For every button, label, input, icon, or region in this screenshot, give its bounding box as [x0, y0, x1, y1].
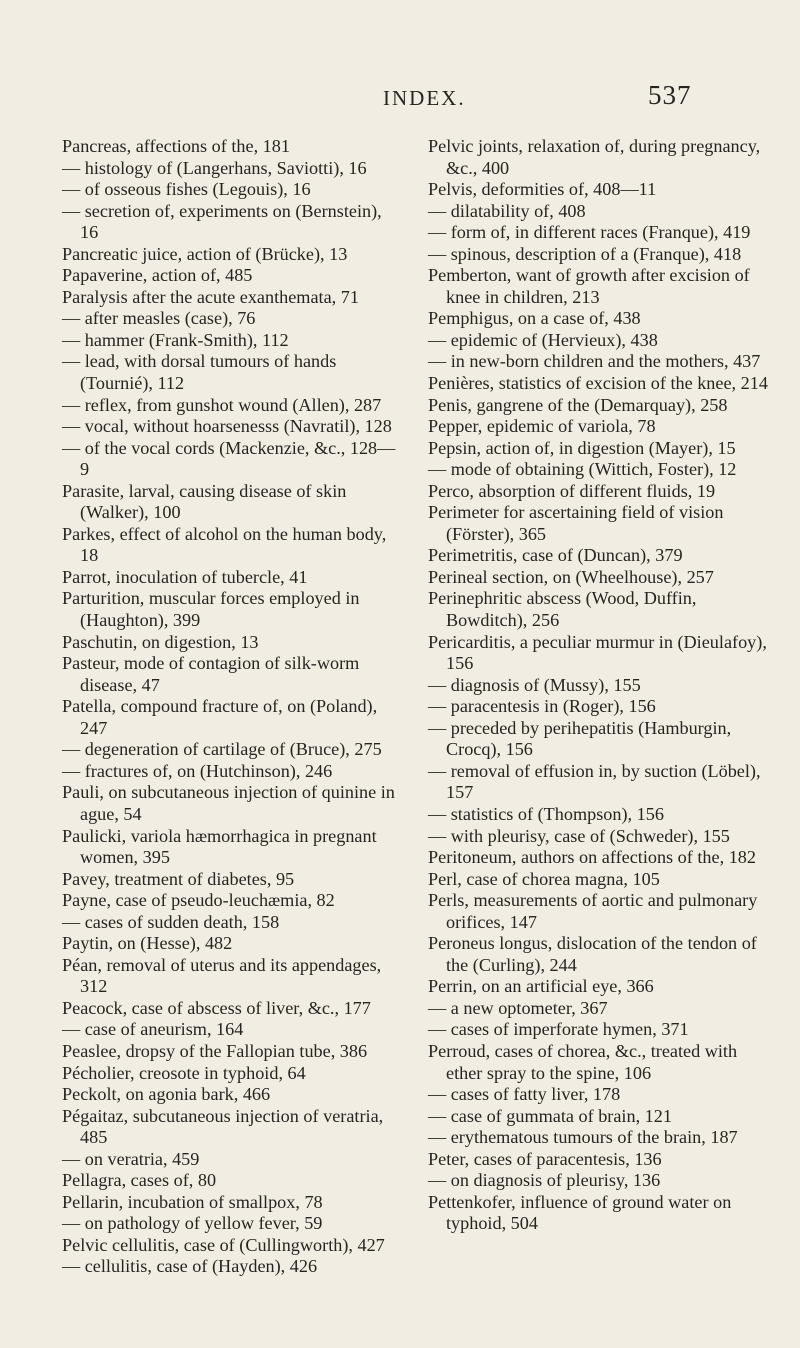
index-entry: Perimeter for ascertaining field of vision (Förster), 365 — [428, 502, 724, 544]
index-entry: Pericarditis, a peculiar murmur in (Dieulafoy), 156 — [428, 631, 767, 674]
index-entry: — removal of effusion in, by suction (Löbel), 157 — [428, 760, 761, 803]
index-entry: — lead, with dorsal tumours of hands (Tournié), 112 — [62, 351, 337, 394]
index-entry: — cases of fatty liver, 178 — [428, 1084, 621, 1105]
index-entry: Peckolt, on agonia bark, 466 — [62, 1084, 271, 1105]
index-entry: — a new optometer, 367 — [428, 997, 608, 1018]
index-entry: — case of gummata of brain, 121 — [428, 1105, 672, 1126]
index-entry: — epidemic of (Hervieux), 438 — [428, 329, 658, 350]
index-entry: Pelvic joints, relaxation of, during pregnancy, &c., 400 — [428, 136, 761, 178]
index-entry: — hammer (Frank-Smith), 112 — [62, 329, 289, 350]
index-entry: Pettenkofer, influence of ground water on typhoid, 504 — [428, 1191, 732, 1234]
index-entry: — form of, in different races (Franque), 419 — [428, 222, 751, 243]
index-entry: Perco, absorption of different fluids, 19 — [428, 480, 716, 501]
index-entry: — cellulitis, case of (Hayden), 426 — [62, 1256, 318, 1277]
index-entry: Parkes, effect of alcohol on the human body, 18 — [62, 523, 387, 566]
running-title: INDEX. — [383, 86, 466, 110]
index-entry: Parasite, larval, causing disease of skin (Walker), 100 — [62, 480, 347, 523]
index-entry: Pécholier, creosote in typhoid, 64 — [62, 1062, 306, 1083]
page-header — [0, 78, 800, 118]
index-entry: Pemphigus, on a case of, 438 — [428, 308, 641, 329]
index-entry: — fractures of, on (Hutchinson), 246 — [62, 760, 333, 781]
index-entry: Parturition, muscular forces employed in (Haughton), 399 — [62, 588, 360, 631]
index-entry: Pemberton, want of growth after excision of knee in children, 213 — [428, 265, 750, 307]
index-entry: Paytin, on (Hesse), 482 — [62, 933, 233, 954]
index-entry: Paulicki, variola hæmorrhagica in pregnant women, 395 — [62, 825, 377, 868]
index-entry: — case of aneurism, 164 — [62, 1019, 244, 1040]
index-entry: — after measles (case), 76 — [62, 308, 256, 329]
index-entry: Pellagra, cases of, 80 — [62, 1170, 217, 1191]
index-entry: Perineal section, on (Wheelhouse), 257 — [428, 566, 714, 587]
index-entry: — erythematous tumours of the brain, 187 — [428, 1127, 738, 1148]
index-entry: Parrot, inoculation of tubercle, 41 — [62, 566, 308, 587]
index-entry: — histology of (Langerhans, Saviotti), 16 — [62, 157, 367, 178]
index-entry: Perroud, cases of chorea, &c., treated with ether spray to the spine, 106 — [428, 1040, 738, 1083]
index-entry: Perimetritis, case of (Duncan), 379 — [428, 545, 683, 566]
index-column-right — [428, 136, 768, 1235]
index-entry: — paracentesis in (Roger), 156 — [428, 696, 656, 717]
index-entry: — degeneration of cartilage of (Bruce), 275 — [62, 739, 382, 760]
index-entry: Pauli, on subcutaneous injection of quinine in ague, 54 — [62, 782, 395, 824]
index-entry: — statistics of (Thompson), 156 — [428, 803, 664, 824]
index-entry: Peacock, case of abscess of liver, &c., 177 — [62, 997, 371, 1018]
index-entry: Pancreas, affections of the, 181 — [62, 136, 290, 156]
index-entry: Pasteur, mode of contagion of silk-worm disease, 47 — [62, 653, 360, 695]
page-number: 537 — [648, 80, 692, 110]
index-entry: Perrin, on an artificial eye, 366 — [428, 976, 654, 997]
index-entry: — in new-born children and the mothers, 437 — [428, 351, 761, 372]
index-entry: Perls, measurements of aortic and pulmonary orifices, 147 — [428, 890, 758, 932]
index-entry: Peritoneum, authors on affections of the, 182 — [428, 847, 756, 868]
index-entry: — vocal, without hoarsenesss (Navratil), 128 — [62, 416, 392, 437]
index-entry: Pancreatic juice, action of (Brücke), 13 — [62, 243, 348, 264]
index-entry: — dilatability of, 408 — [428, 200, 586, 221]
index-entry: — of the vocal cords (Mackenzie, &c., 128—9 — [62, 437, 396, 480]
index-entry: — cases of sudden death, 158 — [62, 911, 280, 932]
index-entry: — on diagnosis of pleurisy, 136 — [428, 1170, 661, 1191]
index-entry: — preceded by perihepatitis (Hamburgin, Crocq), 156 — [428, 717, 732, 760]
index-entry: Paschutin, on digestion, 13 — [62, 631, 259, 652]
index-entry: — with pleurisy, case of (Schweder), 155 — [428, 825, 730, 846]
index-entry: Payne, case of pseudo-leuchæmia, 82 — [62, 890, 335, 911]
index-entry: Peaslee, dropsy of the Fallopian tube, 386 — [62, 1040, 368, 1061]
index-entry: — of osseous fishes (Legouis), 16 — [62, 179, 311, 200]
index-entry: Paralysis after the acute exanthemata, 71 — [62, 286, 359, 307]
index-entry: — on pathology of yellow fever, 59 — [62, 1213, 323, 1234]
index-entry: Patella, compound fracture of, on (Poland), 247 — [62, 696, 378, 738]
index-entry: — on veratria, 459 — [62, 1148, 200, 1169]
index-entry: — diagnosis of (Mussy), 155 — [428, 674, 641, 695]
index-entry: Perl, case of chorea magna, 105 — [428, 868, 660, 889]
index-entry: Pégaitaz, subcutaneous injection of veratria, 485 — [62, 1105, 384, 1148]
index-entry: Peter, cases of paracentesis, 136 — [428, 1148, 662, 1169]
index-entry: Peroneus longus, dislocation of the tendon of the (Curling), 244 — [428, 933, 757, 975]
index-entry: Pepsin, action of, in digestion (Mayer), 15 — [428, 437, 736, 458]
index-entry: Pepper, epidemic of variola, 78 — [428, 416, 656, 437]
index-entry: Penis, gangrene of the (Demarquay), 258 — [428, 394, 728, 415]
index-entry: Papaverine, action of, 485 — [62, 265, 253, 286]
index-entry: Pellarin, incubation of smallpox, 78 — [62, 1191, 323, 1212]
index-entry: Péan, removal of uterus and its appendages, 312 — [62, 954, 382, 997]
index-entry: Pelvis, deformities of, 408—11 — [428, 179, 657, 200]
index-entry: — reflex, from gunshot wound (Allen), 287 — [62, 394, 382, 415]
index-entry: Pavey, treatment of diabetes, 95 — [62, 868, 295, 889]
index-entry: — cases of imperforate hymen, 371 — [428, 1019, 689, 1040]
index-entry: — mode of obtaining (Wittich, Foster), 12 — [428, 459, 737, 480]
index-entry: — secretion of, experiments on (Bernstein), 16 — [62, 200, 382, 243]
index-column-left — [62, 136, 402, 1278]
index-entry: Perinephritic abscess (Wood, Duffin, Bowditch), 256 — [428, 588, 697, 631]
index-entry: Penières, statistics of excision of the knee, 214 — [428, 373, 768, 394]
index-entry: — spinous, description of a (Franque), 418 — [428, 243, 742, 264]
index-entry: Pelvic cellulitis, case of (Cullingworth), 427 — [62, 1234, 385, 1255]
